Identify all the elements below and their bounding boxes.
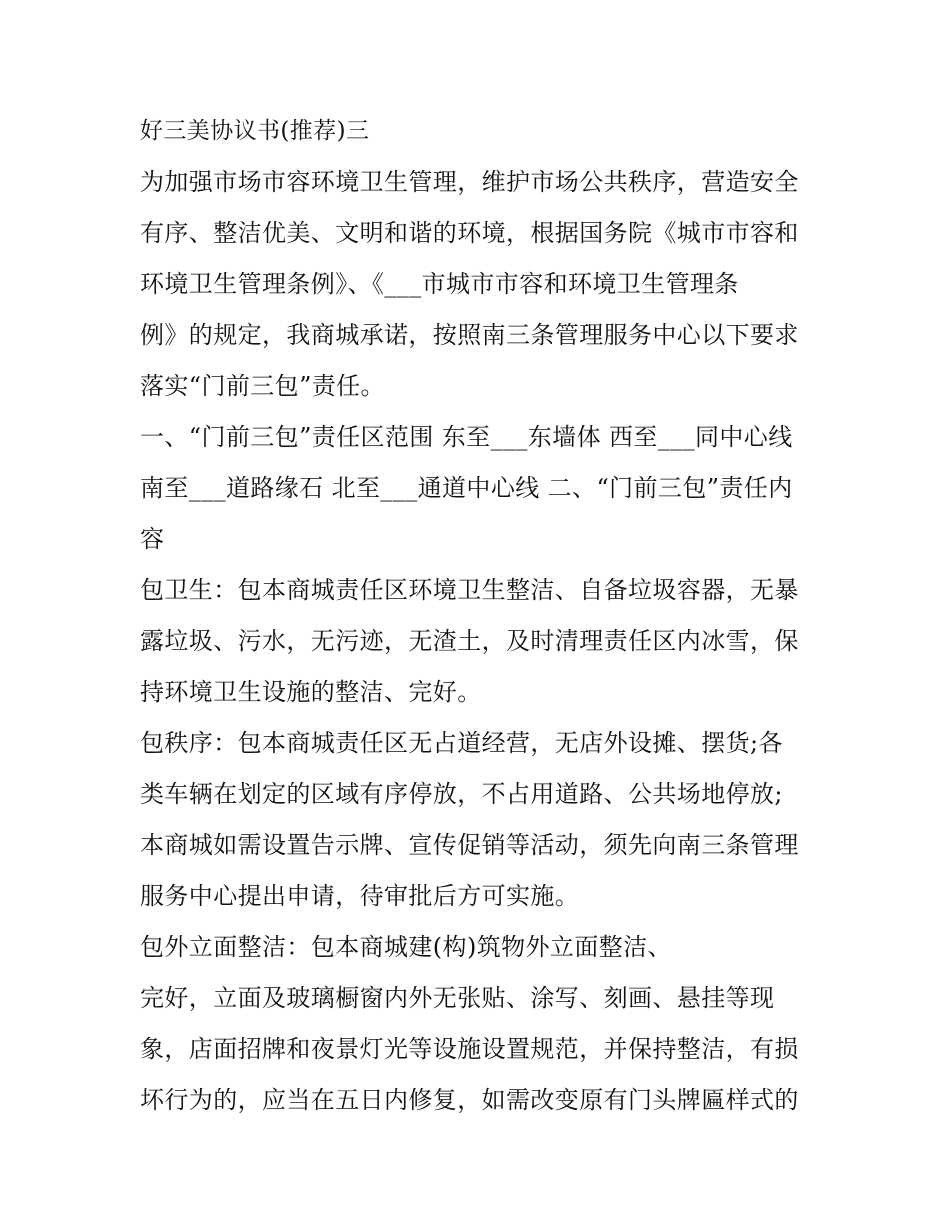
text-line: 持环境卫生设施的整洁、完好。: [140, 678, 482, 706]
text-line: 露垃圾、污水，无污迹，无渣土，及时清理责任区内冰雪，保: [140, 627, 799, 655]
text-line: 为加强市场市容环境卫生管理，维护市场公共秩序，营造安全: [140, 168, 799, 196]
text-line: 有序、整洁优美、文明和谐的环境，根据国务院《城市市容和: [140, 219, 799, 247]
text-line: 类车辆在划定的区域有序停放，不占用道路、公共场地停放;: [140, 780, 783, 808]
text-line: 坏行为的，应当在五日内修复，如需改变原有门头牌匾样式的: [140, 1086, 799, 1114]
text-line: 象，店面招牌和夜景灯光等设施设置规范，并保持整洁，有损: [140, 1035, 799, 1063]
text-line: 容: [140, 525, 165, 553]
text-line: 落实“门前三包”责任。: [140, 372, 385, 400]
text-line: 完好，立面及玻璃橱窗内外无张贴、涂写、刻画、悬挂等现: [140, 984, 775, 1012]
text-line: 例》的规定，我商城承诺，按照南三条管理服务中心以下要求: [140, 321, 799, 349]
text-line: 服务中心提出申请，待审批后方可实施。: [140, 882, 580, 910]
text-line: 一、“门前三包”责任区范围 东至___东墙体 西至___同中心线: [140, 423, 793, 451]
text-line: 包卫生：包本商城责任区环境卫生整洁、自备垃圾容器，无暴: [140, 576, 799, 604]
text-line: 本商城如需设置告示牌、宣传促销等活动，须先向南三条管理: [140, 831, 799, 859]
document-title: 好三美协议书(推荐)三: [140, 118, 370, 144]
text-line: 包外立面整洁：包本商城建(构)筑物外立面整洁、: [140, 933, 672, 961]
text-line: 包秩序：包本商城责任区无占道经营，无店外设摊、摆货;各: [140, 729, 783, 757]
text-line: 南至___道路缘石 北至___通道中心线 二、“门前三包”责任内: [140, 474, 793, 502]
text-line: 环境卫生管理条例》、《___市城市市容和环境卫生管理条: [140, 270, 739, 298]
document-body: [140, 111, 820, 1131]
